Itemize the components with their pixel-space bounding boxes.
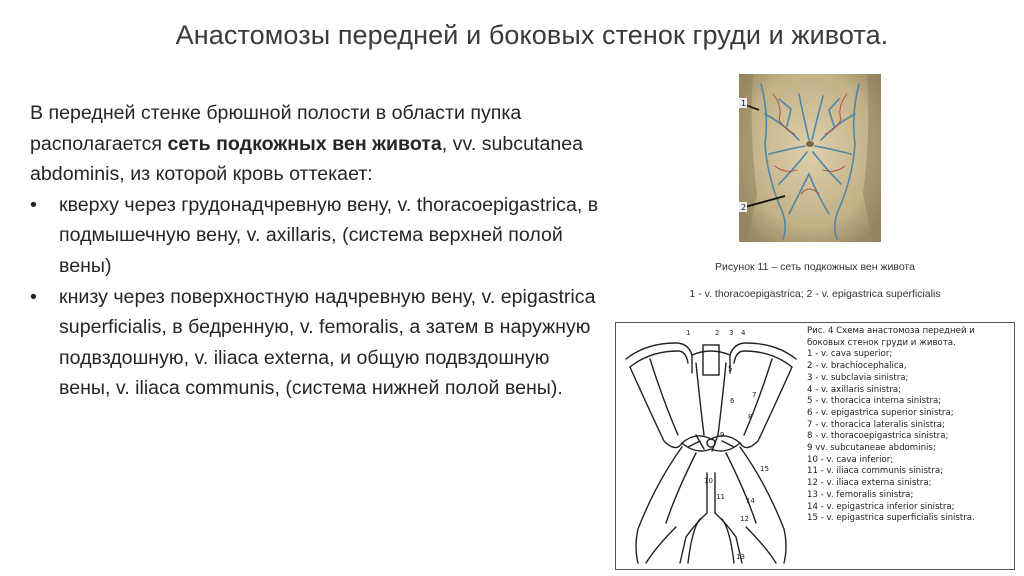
intro-paragraph: [30, 98, 605, 190]
diagram-number-7: 7: [752, 391, 757, 399]
intro-bold-term: сеть подкожных вен живота: [167, 132, 442, 155]
diagram-number-2: 2: [715, 329, 720, 337]
anastomosis-diagram: [616, 323, 806, 569]
legend-item: 14 - v. epigastrica inferior sinistra;: [807, 501, 955, 512]
diagram-number-10: 10: [704, 477, 713, 485]
legend-item: 13 - v. femoralis sinistra;: [807, 489, 914, 500]
schema-legend: [807, 326, 1012, 525]
diagram-number-12: 12: [740, 515, 749, 523]
diagram-number-5: 5: [728, 365, 733, 373]
diagram-number-13: 13: [736, 553, 745, 561]
diagram-number-11: 11: [716, 493, 725, 501]
legend-item: 7 - v. thoracica lateralis sinistra;: [807, 419, 945, 430]
diagram-number-15: 15: [760, 465, 769, 473]
intro-text-end: , vv. subcutanea abdominis, из которой кровь оттекает:: [30, 132, 584, 186]
legend-title: Рис. 4 Схема анастомоза передней и: [807, 326, 975, 336]
legend-item: 10 - v. cava inferior;: [807, 454, 894, 465]
bullet-icon: •: [30, 193, 37, 216]
body-text: [30, 98, 605, 404]
legend-item: 9 vv. subcutaneae abdominis;: [807, 443, 936, 454]
abdomen-veins-illustration: [739, 74, 881, 242]
diagram-number-1: 1: [686, 329, 691, 337]
list-item-text: кверху через грудонадчревную вену, v. thoracoepigastrica, в подмышечную вену, v. axillaris, (система верхней полой вены): [59, 193, 599, 277]
diagram-number-14: 14: [746, 497, 755, 505]
intro-text: В передней стенке брюшной полости в области пупка располагается: [30, 102, 522, 155]
slide-title: Анастомозы передней и боковых стенок груди и живота.: [175, 20, 889, 50]
diagram-number-3: 3: [729, 329, 734, 337]
photo-label-1: 1: [741, 99, 747, 108]
list-item: [30, 282, 605, 404]
figure11-legend: 1 - v. thoracoepigastrica; 2 - v. epigastrica superficialis: [689, 288, 941, 300]
legend-item: 6 - v. epigastrica superior sinistra;: [807, 407, 954, 418]
legend-item: 15 - v. epigastrica superficialis sinistra.: [807, 513, 975, 524]
legend-item: 8 - v. thoracoepigastrica sinistra;: [807, 431, 949, 442]
legend-item: 1 - v. cava superior;: [807, 349, 893, 360]
bullet-icon: •: [30, 285, 37, 308]
diagram-number-8: 8: [748, 413, 753, 421]
list-item: [30, 190, 605, 282]
diagram-number-9: 9: [720, 431, 725, 439]
figure11-caption: Рисунок 11 – сеть подкожных вен живота: [715, 261, 915, 273]
abdomen-veins-photo: [739, 74, 881, 242]
legend-item: 12 - v. iliaca externa sinistra;: [807, 478, 932, 489]
diagram-number-6: 6: [730, 397, 735, 405]
legend-item: 2 - v. brachiocephalica,: [807, 361, 907, 372]
legend-title: боковых стенок груди и живота.: [807, 337, 956, 348]
list-item-text: книзу через поверхностную надчревную вену, v. epigastrica superficialis, в бедренную, v. femoralis, а затем в наружную подвздошную, v. iliaca externa, и общую подвздошную вены, v. iliaca communis, (система нижней полой вены).: [59, 285, 596, 400]
photo-label-2: 2: [741, 203, 747, 212]
legend-item: 4 - v. axillaris sinistra;: [807, 384, 902, 395]
legend-item: 5 - v. thoracica interna sinistra;: [807, 396, 942, 407]
legend-item: 11 - v. iliaca communis sinistra;: [807, 466, 943, 477]
outflow-list: [30, 190, 605, 404]
legend-item: 3 - v. subclavia sinistra;: [807, 372, 909, 383]
diagram-number-4: 4: [741, 329, 746, 337]
